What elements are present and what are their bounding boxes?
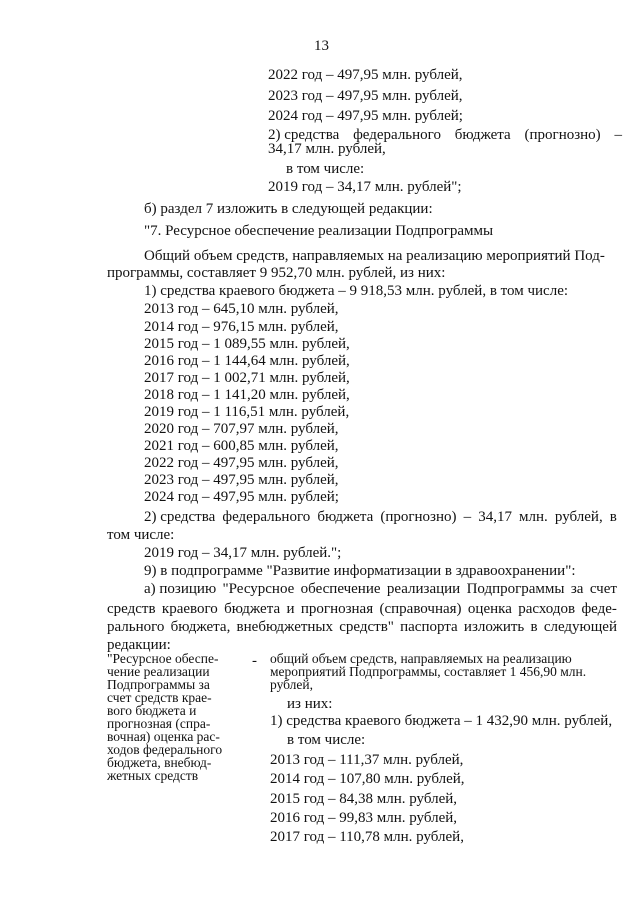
passport-label-line: "Ресурсное обеспе- (107, 651, 219, 666)
item-b: б) раздел 7 изложить в следующей редакции: (144, 201, 433, 217)
regional-year-line: 2014 год – 976,15 млн. рублей, (144, 319, 339, 335)
passport-value-line3: рублей, (270, 677, 314, 692)
year-line-2019: 2019 год – 34,17 млн. рублей"; (268, 179, 462, 195)
regional-year-line: 2013 год – 645,10 млн. рублей, (144, 301, 339, 317)
federal-budget-paragraph-line2: том числе: (107, 527, 175, 543)
passport-of-them: из них: (287, 696, 333, 712)
total-paragraph-line2: программы, составляет 9 952,70 млн. рублей, из них: (107, 265, 446, 281)
passport-including: в том числе: (287, 732, 366, 748)
passport-label-line: ходов федерального (107, 742, 223, 757)
passport-year-line: 2017 год – 110,78 млн. рублей, (270, 829, 464, 845)
regional-year-line: 2018 год – 1 141,20 млн. рублей, (144, 387, 350, 403)
passport-label-line: чение реализации (107, 664, 210, 679)
passport-year-line: 2015 год – 84,38 млн. рублей, (270, 791, 458, 807)
word: за (570, 581, 584, 597)
passport-value-line1: общий объем средств, направляемых на реализацию (270, 651, 572, 666)
including-label: в том числе: (286, 161, 365, 177)
federal-budget-amount: 34,17 млн. рублей, (268, 141, 386, 157)
word: прогнозная (300, 601, 374, 617)
regional-year-line: 2017 год – 1 002,71 млн. рублей, (144, 370, 350, 386)
regional-year-line: 2023 год – 497,95 млн. рублей, (144, 472, 339, 488)
word: внебюджетных (236, 619, 334, 635)
word: а) позицию (144, 581, 217, 597)
word: 2) средства (268, 127, 340, 143)
word: реализации (386, 581, 461, 597)
word: – (463, 509, 472, 525)
passport-label-line: вочная) оценка рас- (107, 729, 220, 744)
word: рублей, (554, 509, 603, 525)
word: 34,17 (478, 509, 512, 525)
word: изложить (463, 619, 525, 635)
word: рального (107, 619, 165, 635)
word: млн. (519, 509, 548, 525)
regional-year-line: 2020 год – 707,97 млн. рублей, (144, 421, 339, 437)
federal-year-line-2019: 2019 год – 34,17 млн. рублей."; (144, 545, 342, 561)
word: Подпрограммы (466, 581, 565, 597)
regional-year-line: 2024 год – 497,95 млн. рублей; (144, 489, 339, 505)
year-line-2022: 2022 год – 497,95 млн. рублей, (268, 67, 463, 83)
word: (прогнозно) (524, 127, 601, 143)
page-number: 13 (314, 38, 329, 54)
regional-year-line: 2015 год – 1 089,55 млн. рублей, (144, 336, 350, 352)
word: в (530, 619, 538, 635)
item-9: 9) в подпрограмме "Развитие информатизации в здравоохранении": (144, 563, 576, 579)
passport-label-line: вого бюджета и (107, 703, 197, 718)
passport-year-line: 2013 год – 111,37 млн. рублей, (270, 752, 464, 768)
word: и (286, 601, 295, 617)
word: счет (589, 581, 617, 597)
passport-label-line: счет средств крае- (107, 690, 212, 705)
word: бюджета (317, 509, 374, 525)
passport-label-line: бюджета, внебюд- (107, 755, 212, 770)
item-a-line4: редакции: (107, 637, 171, 653)
word: оценка (467, 601, 512, 617)
item-a-line3 (107, 618, 617, 636)
item-a-line1 (144, 580, 617, 598)
word: бюджета (224, 601, 281, 617)
regional-year-line: 2016 год – 1 144,64 млн. рублей, (144, 353, 350, 369)
word: обеспечение (300, 581, 381, 597)
word: паспорта (400, 619, 458, 635)
word: федерального (222, 509, 311, 525)
regional-year-line: 2019 год – 1 116,51 млн. рублей, (144, 404, 350, 420)
word: – (614, 127, 622, 143)
word: "Ресурсное (222, 581, 295, 597)
passport-regional: 1) средства краевого бюджета – 1 432,90 млн. рублей, (270, 713, 613, 729)
word: 2) средства (144, 509, 216, 525)
passport-label-line: прогнозная (спра- (107, 716, 211, 731)
year-line-2024: 2024 год – 497,95 млн. рублей; (268, 108, 463, 124)
regional-year-line: 2021 год – 600,85 млн. рублей, (144, 438, 339, 454)
word: (справочная) (379, 601, 462, 617)
year-line-2023: 2023 год – 497,95 млн. рублей, (268, 88, 463, 104)
passport-dash: - (252, 653, 257, 669)
word: расходов (518, 601, 576, 617)
word: бюджета (454, 127, 511, 143)
federal-budget-paragraph-line1 (144, 508, 617, 526)
regional-budget-line: 1) средства краевого бюджета – 9 918,53 млн. рублей, в том числе: (144, 283, 569, 299)
word: бюджета, (170, 619, 231, 635)
passport-year-line: 2014 год – 107,80 млн. рублей, (270, 771, 465, 787)
word: следующей (543, 619, 617, 635)
passport-label-line: жетных средств (107, 768, 199, 783)
item-a-line2 (107, 600, 617, 618)
passport-value-line2: мероприятий Подпрограммы, составляет 1 456,90 млн. (270, 664, 587, 679)
word: (прогнозно) (380, 509, 457, 525)
word: феде- (581, 601, 617, 617)
passport-year-line: 2016 год – 99,83 млн. рублей, (270, 810, 458, 826)
word: федерального (353, 127, 441, 143)
word: краевого (161, 601, 218, 617)
section-title: "7. Ресурсное обеспечение реализации Подпрограммы (144, 223, 494, 239)
regional-year-line: 2022 год – 497,95 млн. рублей, (144, 455, 339, 471)
word: в (609, 509, 617, 525)
word: средств" (339, 619, 394, 635)
passport-label-line: Подпрограммы за (107, 677, 210, 692)
total-paragraph-line1: Общий объем средств, направляемых на реализацию мероприятий Под- (144, 248, 605, 264)
word: средств (107, 601, 156, 617)
